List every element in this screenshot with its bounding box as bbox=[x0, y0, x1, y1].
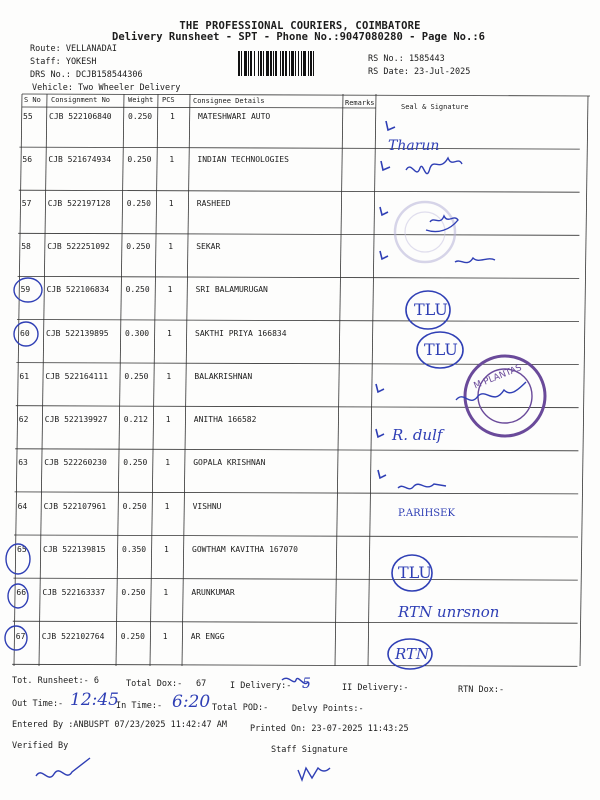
row-consignee: SAKTHI PRIYA 166834 bbox=[195, 328, 287, 338]
row-consignee: MATESHWARI AUTO bbox=[198, 112, 271, 121]
rs-date: RS Date: 23-Jul-2025 bbox=[368, 67, 471, 77]
column-header-remarks: Remarks bbox=[345, 99, 375, 107]
row-pcs: 1 bbox=[166, 371, 172, 381]
verified-by-label: Verified By bbox=[12, 741, 69, 751]
handwritten-tlu-row60: TLU bbox=[424, 340, 458, 359]
row-pcs: 1 bbox=[170, 112, 175, 121]
delivery-points-label: Delvy Points:- bbox=[292, 704, 364, 714]
row-consignment-no: CJB 522260230 bbox=[44, 458, 107, 468]
row-sno: 57 bbox=[21, 198, 32, 208]
row-consignment-no: CJB 522163337 bbox=[42, 588, 106, 598]
column-header-pcs: PCS bbox=[162, 96, 175, 104]
handwritten-rtn-row67: RTN bbox=[395, 645, 430, 663]
row-consignment-no: CJB 522139895 bbox=[46, 328, 109, 338]
handwritten-in-time: 6:20 bbox=[172, 692, 211, 712]
ii-delivery-label: II Delivery:- bbox=[342, 683, 409, 693]
row-weight: 0.250 bbox=[125, 285, 150, 295]
total-pod-label: Total POD:- bbox=[212, 703, 269, 713]
row-weight: 0.250 bbox=[128, 112, 153, 121]
handwritten-name-row64: P.ARIHSEK bbox=[398, 508, 455, 519]
row-sno: 64 bbox=[17, 501, 28, 511]
runsheet-title: Delivery Runsheet - SPT - Phone No.:9047080280 - Page No.:6 bbox=[112, 31, 485, 43]
row-consignment-no: CJB 522106834 bbox=[46, 285, 110, 295]
row-sno: 55 bbox=[23, 112, 33, 121]
handwritten-tlu-row59: TLU bbox=[414, 300, 448, 319]
handwritten-out-time: 12:45 bbox=[70, 690, 119, 710]
out-time-label: Out Time:- bbox=[12, 699, 64, 709]
row-consignee: INDIAN TECHNOLOGIES bbox=[197, 155, 289, 165]
row-pcs: 1 bbox=[167, 328, 172, 338]
row-consignee: GOPALA KRISHNAN bbox=[193, 458, 266, 468]
row-consignment-no: CJB 522139815 bbox=[43, 545, 106, 554]
row-weight: 0.250 bbox=[123, 458, 148, 468]
drs-number: DRS No.: DCJB158544306 bbox=[30, 70, 143, 80]
row-consignment-no: CJB 522197128 bbox=[47, 198, 111, 208]
row-pcs: 1 bbox=[169, 155, 175, 165]
row-weight: 0.350 bbox=[122, 545, 147, 554]
handwritten-i-delivery: 5 bbox=[302, 676, 311, 692]
row-weight: 0.250 bbox=[124, 371, 149, 381]
row-consignment-no: CJB 522251092 bbox=[47, 241, 110, 251]
row-sno: 66 bbox=[16, 588, 27, 598]
row-sno: 58 bbox=[21, 241, 31, 251]
vehicle-label: Vehicle: Two Wheeler Delivery bbox=[32, 83, 181, 93]
row-consignee: ANITHA 166582 bbox=[193, 415, 257, 425]
handwritten-sign-row55: Tharun bbox=[388, 138, 440, 154]
rtn-dox-label: RTN Dox:- bbox=[458, 685, 505, 695]
entered-by: Entered By :ANBUSPT 07/23/2025 11:42:47 AM bbox=[12, 720, 227, 730]
row-pcs: 1 bbox=[168, 241, 174, 251]
row-pcs: 1 bbox=[165, 415, 171, 425]
row-sno: 61 bbox=[19, 371, 30, 381]
total-dox-value: 67 bbox=[196, 679, 207, 689]
row-consignee: BALAKRISHNAN bbox=[194, 371, 253, 381]
row-weight: 0.212 bbox=[123, 415, 148, 425]
printed-on: Printed On: 23-07-2025 11:43:25 bbox=[250, 724, 409, 734]
row-pcs: 1 bbox=[164, 545, 169, 554]
stamp-lettering: M PLANTAS bbox=[472, 363, 524, 392]
column-header-seal-signature: Seal & Signature bbox=[401, 103, 469, 111]
row-pcs: 1 bbox=[168, 198, 174, 208]
row-weight: 0.250 bbox=[126, 198, 151, 208]
in-time-label: In Time:- bbox=[116, 701, 163, 711]
row-weight: 0.250 bbox=[121, 588, 146, 598]
row-weight: 0.250 bbox=[120, 631, 145, 641]
column-header-weight: Weight bbox=[128, 96, 154, 104]
row-sno: 56 bbox=[22, 155, 33, 165]
rs-number: RS No.: 1585443 bbox=[368, 54, 445, 64]
row-consignment-no: CJB 522106840 bbox=[49, 112, 112, 121]
row-weight: 0.300 bbox=[125, 328, 150, 338]
column-header-consignment: Consignment No bbox=[51, 96, 111, 104]
total-dox-label: Total Dox:- bbox=[126, 679, 183, 689]
column-header-consignee: Consignee Details bbox=[193, 97, 265, 105]
row-sno: 65 bbox=[17, 545, 27, 554]
row-consignee: SRI BALAMURUGAN bbox=[195, 285, 268, 295]
row-sno: 60 bbox=[20, 328, 30, 338]
row-consignee: SEKAR bbox=[196, 241, 221, 251]
handwritten-tlu-row65: TLU bbox=[398, 563, 432, 582]
handwritten-rtn-row66: RTN unrsnon bbox=[398, 603, 500, 621]
row-pcs: 1 bbox=[163, 588, 169, 598]
row-consignment-no: CJB 522107961 bbox=[43, 501, 107, 511]
handwritten-sign-row62: R. dulf bbox=[392, 426, 443, 444]
row-consignee: ARUNKUMAR bbox=[191, 588, 235, 598]
row-weight: 0.250 bbox=[122, 501, 147, 511]
row-sno: 59 bbox=[20, 285, 31, 295]
row-consignee: VISHNU bbox=[192, 501, 222, 511]
row-sno: 62 bbox=[18, 415, 29, 425]
route-label: Route: VELLANADAI bbox=[30, 44, 117, 54]
column-header-sno: S No bbox=[24, 96, 41, 104]
row-pcs: 1 bbox=[162, 631, 168, 641]
row-consignment-no: CJB 522164111 bbox=[45, 371, 109, 381]
row-sno: 63 bbox=[18, 458, 28, 468]
row-consignment-no: CJB 522139927 bbox=[44, 415, 108, 425]
i-delivery-label: I Delivery:- bbox=[230, 681, 292, 691]
row-consignment-no: CJB 521674934 bbox=[48, 155, 112, 165]
row-pcs: 1 bbox=[164, 501, 170, 511]
row-consignment-no: CJB 522102764 bbox=[41, 631, 105, 641]
staff-signature-label: Staff Signature bbox=[271, 745, 348, 755]
row-consignee: AR ENGG bbox=[190, 631, 225, 641]
row-pcs: 1 bbox=[165, 458, 171, 468]
row-weight: 0.250 bbox=[127, 155, 152, 165]
row-weight: 0.250 bbox=[126, 241, 151, 251]
total-runsheet: Tot. Runsheet:- 6 bbox=[12, 676, 99, 686]
row-consignee: GOWTHAM KAVITHA 167070 bbox=[192, 545, 298, 554]
company-title: THE PROFESSIONAL COURIERS, COIMBATORE bbox=[179, 20, 421, 32]
staff-label: Staff: YOKESH bbox=[30, 57, 97, 67]
row-consignee: RASHEED bbox=[196, 198, 231, 208]
row-pcs: 1 bbox=[167, 285, 173, 295]
row-sno: 67 bbox=[15, 631, 26, 641]
